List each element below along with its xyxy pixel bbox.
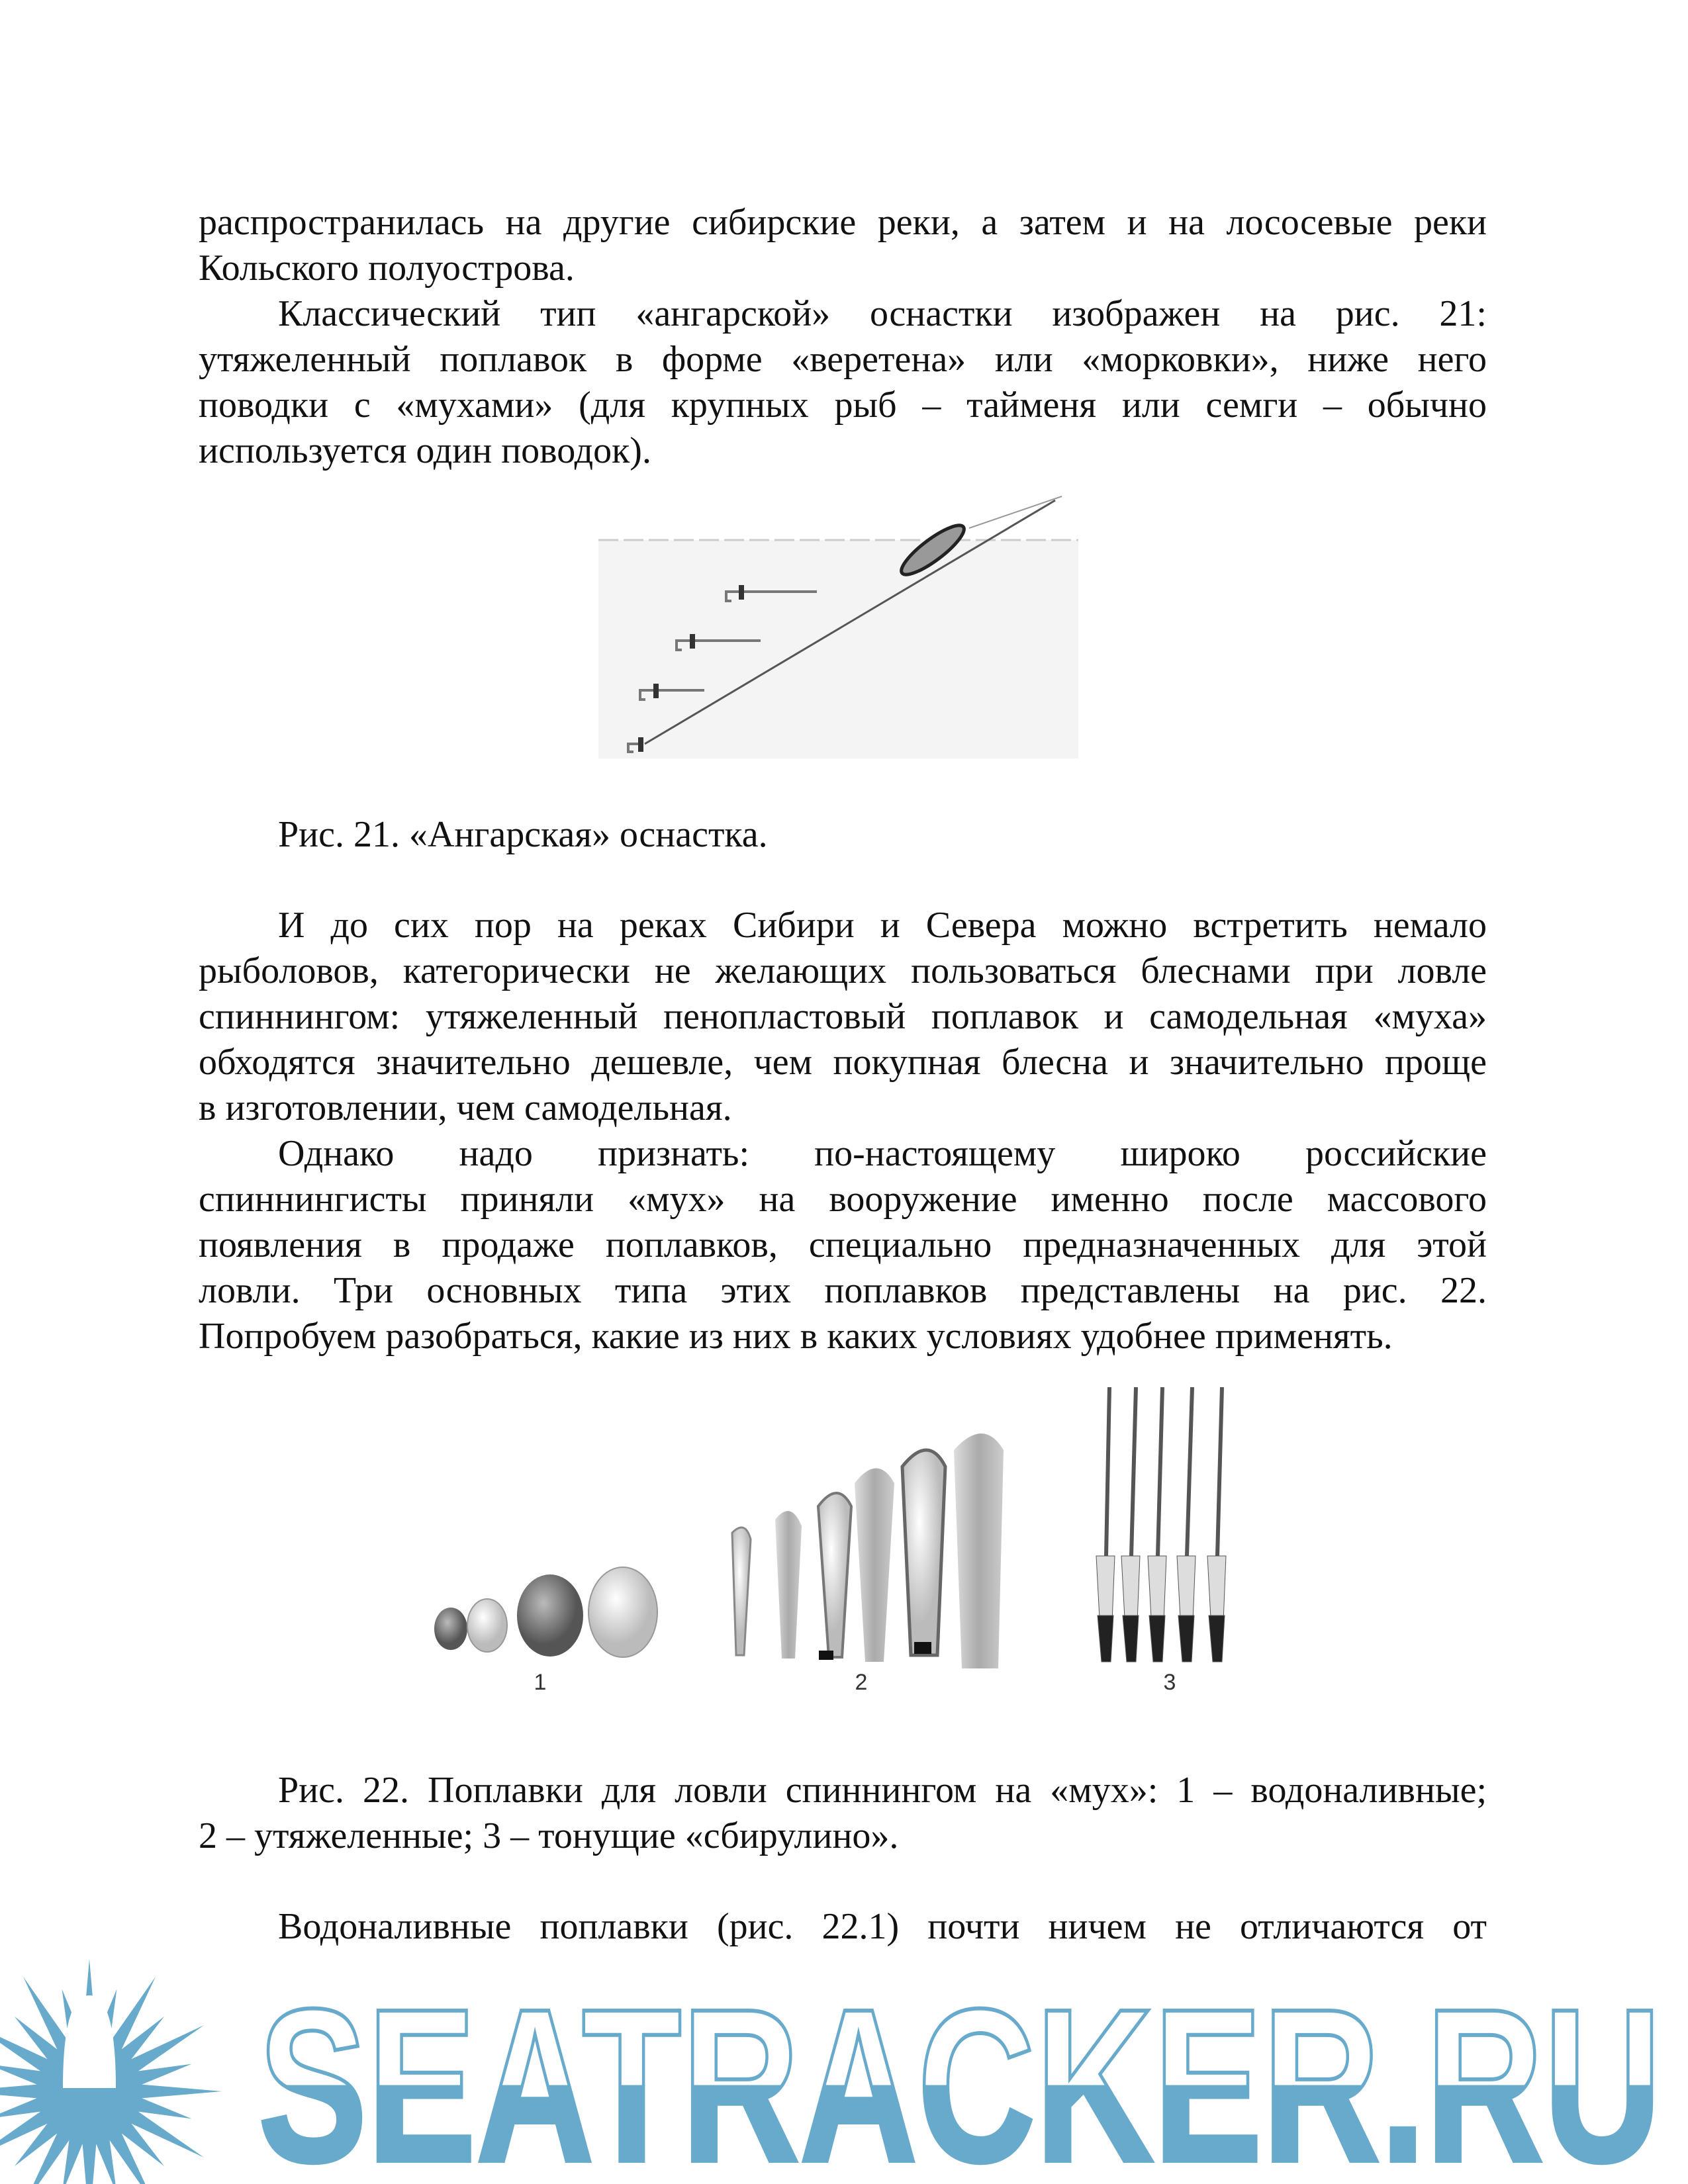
figure-2-caption [199, 1768, 1487, 1859]
paragraph-1 [199, 200, 1487, 474]
figure-label: 1 [534, 1670, 547, 1695]
figure-label: 2 [855, 1670, 868, 1695]
text-line: спиннингом: утяжеленный пенопластовый поплавок и самодельная «муха» [199, 996, 1487, 1037]
watermark-text: SEATRACKER.RU [258, 1963, 1662, 2184]
text-line: поводки с «мухами» (для крупных рыб – тайменя или семги – обычно [199, 385, 1487, 426]
caption-text: Рис. 22. Поплавки для ловли спиннингом на «мух»: 1 – водоналивные; [278, 1770, 1487, 1811]
sun-icon [0, 1959, 222, 2184]
figure-label: 3 [1163, 1670, 1176, 1695]
figure-angara-rig [598, 487, 1078, 765]
text-line: И до сих пор на реках Сибири и Севера можно встретить немало [278, 905, 1487, 946]
text-line: рыболовов, категорически не желающих пользоваться блеснами при ловле [199, 950, 1487, 991]
text-line: распространилась на другие сибирские реки, а затем и на лососевые реки [199, 202, 1487, 243]
caption-text: 2 – утяжеленные; 3 – тонущие «сбирулино». [199, 1815, 899, 1856]
text-line: спиннингисты приняли «мух» на вооружение именно после массового [199, 1179, 1487, 1220]
text-line: появления в продаже поплавков, специально предназначенных для этой [199, 1224, 1487, 1265]
weighted-floats [732, 1433, 1004, 1668]
figure-1-caption [199, 812, 1487, 858]
text-line: используется один поводок). [199, 430, 651, 471]
water-filled-floats [434, 1567, 657, 1657]
figure-floats [424, 1377, 1252, 1698]
sinking-sbirulino-floats [1096, 1387, 1226, 1662]
text-line: Однако надо признать: по-настоящему широко российские [278, 1133, 1487, 1174]
text-line: Классический тип «ангарской» оснастки изображен на рис. 21: [278, 293, 1487, 334]
text-line: утяжеленный поплавок в форме «веретена» или «морковки», ниже него [199, 339, 1487, 380]
text-line: Кольского полуострова. [199, 248, 575, 289]
paragraph-3 [199, 903, 1487, 1359]
text-line: обходятся значительно дешевле, чем покупная блесна и значительно проще [199, 1042, 1487, 1083]
seatracker-watermark-logo [0, 1936, 1688, 2184]
caption-text: Рис. 21. «Ангарская» оснастка. [278, 814, 768, 855]
text-line: Водоналивные поплавки (рис. 22.1) почти ничем не отличаются от [278, 1906, 1487, 1947]
text-line: Попробуем разобраться, какие из них в каких условиях удобнее применять. [199, 1316, 1393, 1357]
text-line: ловли. Три основных типа этих поплавков представлены на рис. 22. [199, 1270, 1487, 1311]
text-line: в изготовлении, чем самодельная. [199, 1087, 732, 1128]
